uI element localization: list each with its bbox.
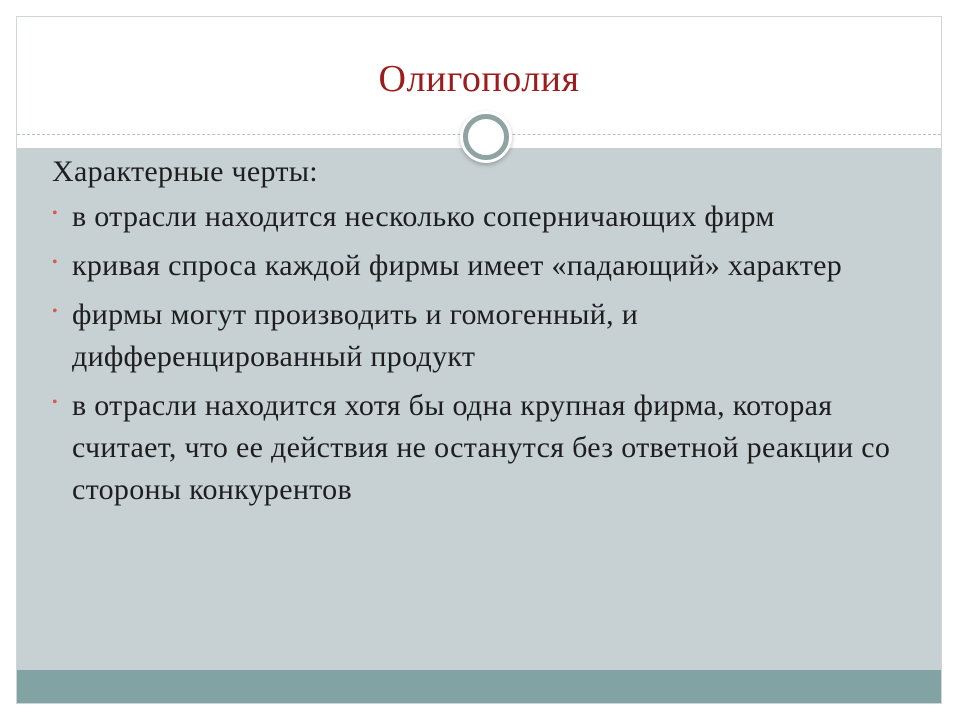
bullet-icon: • — [52, 303, 58, 320]
section-heading: Характерные черты: — [52, 155, 318, 188]
bullet-icon: • — [52, 205, 58, 222]
bullet-item — [52, 196, 902, 238]
slide-title: Олигополия — [378, 58, 580, 100]
bullet-item — [52, 385, 902, 511]
bullet-item — [52, 245, 902, 287]
bullet-text: кривая спроса каждой фирмы имеет «падающий» характер — [72, 249, 843, 282]
bullet-text: в отрасли находится хотя бы одна крупная фирма, которая считает, что ее действия не останутся без ответной реакции со стороны конкурентов — [72, 389, 891, 506]
bullet-item — [52, 294, 902, 378]
bullet-list — [52, 196, 902, 511]
bullet-icon: • — [52, 394, 58, 411]
slide-body — [52, 152, 902, 518]
bullet-text: фирмы могут производить и гомогенный, и дифференцированный продукт — [72, 298, 639, 373]
bullet-text: в отрасли находится несколько соперничающих фирм — [72, 200, 775, 233]
bottom-band — [17, 670, 941, 704]
bullet-icon: • — [52, 254, 58, 271]
